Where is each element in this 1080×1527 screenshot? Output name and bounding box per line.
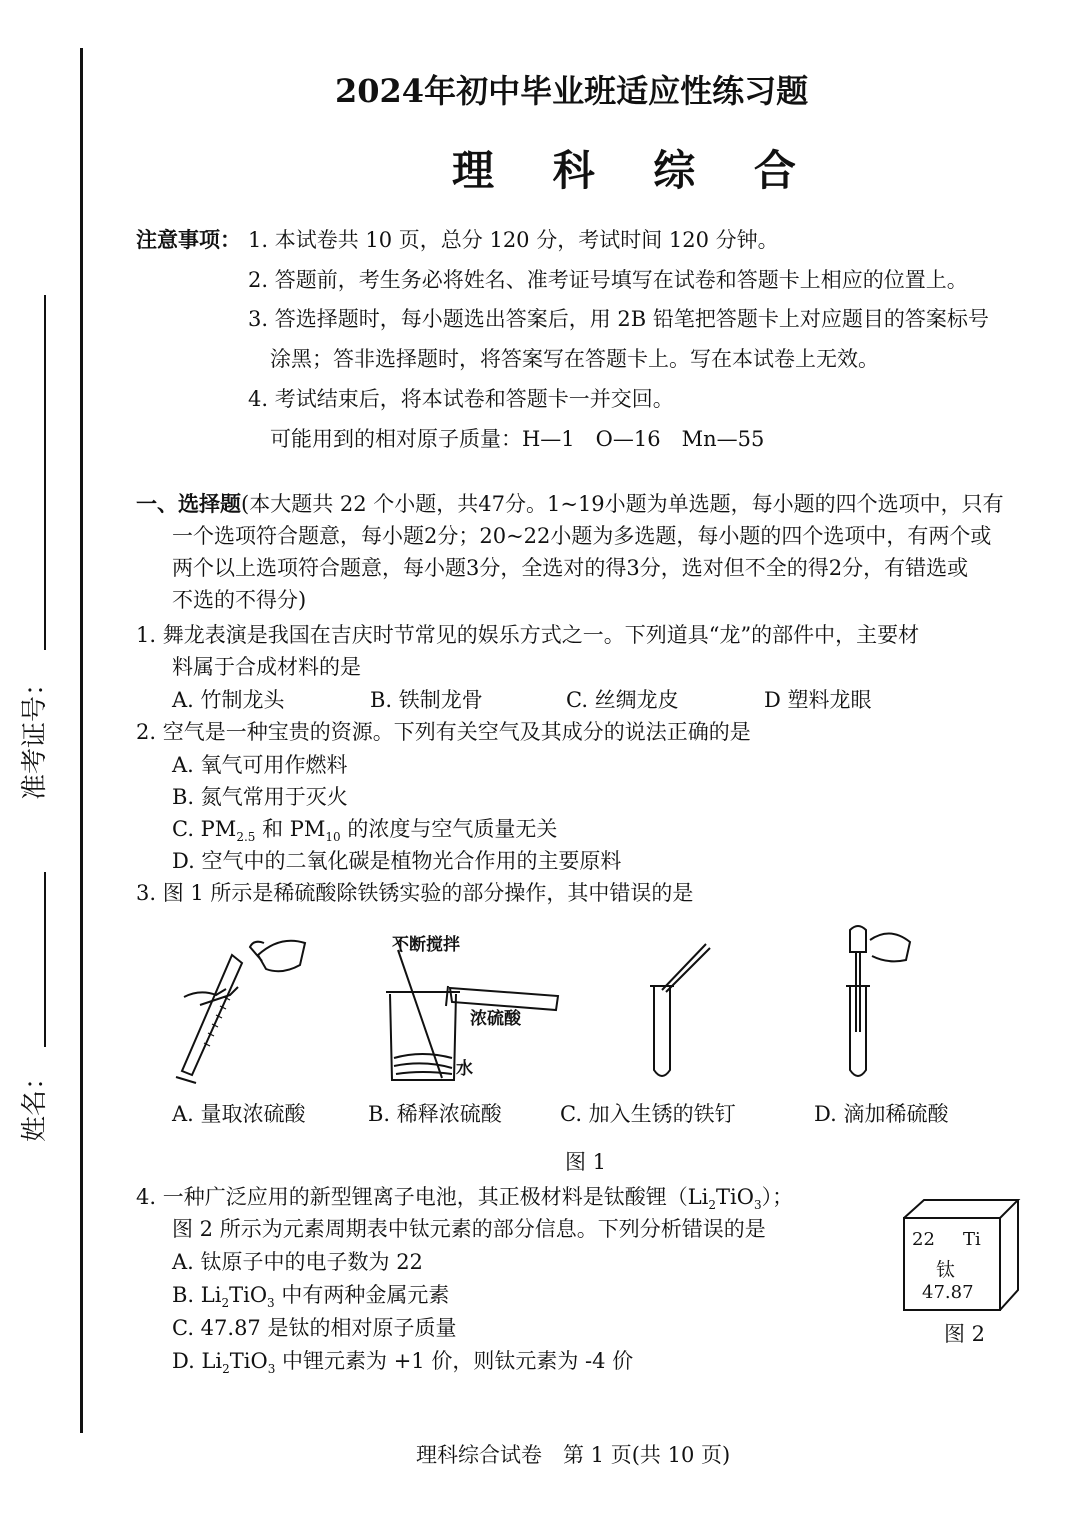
q4-d-pre: D. Li [172,1349,223,1373]
q3-option-c: C. 加入生锈的铁钉 [560,1102,736,1126]
label-water: 水 [456,1059,473,1079]
element-mass: 47.87 [922,1282,974,1303]
q4-option-b [172,1279,449,1310]
q1-option-d: D 塑料龙眼 [764,688,872,712]
q4-d-post: 中锂元素为 +1 价，则钛元素为 -4 价 [275,1349,634,1373]
q4-b-pre: B. Li [172,1283,222,1307]
q2-option-b: B. 氮气常用于灭火 [172,785,348,809]
q1-option-c: C. 丝绸龙皮 [566,688,679,712]
q1-stem: 1. 舞龙表演是我国在吉庆时节常见的娱乐方式之一。下列道具“龙”的部件中，主要材 [136,623,920,647]
q2-c-post: 的浓度与空气质量无关 [340,817,558,841]
q2-c-mid: 和 PM [255,817,326,841]
figure-a-cylinder [170,925,320,1090]
section-desc-3: 两个以上选项符合题意，每小题3分，全选对的得3分，选对但不全的得2分，有错选或 [172,556,969,580]
q4-b-post: 中有两种金属元素 [274,1283,450,1307]
figure-c-test-tube [640,930,730,1085]
section-label: 一、选择题 [136,491,241,516]
exam-id-underline [44,295,46,650]
q2-option-d: D. 空气中的二氧化碳是植物光合作用的主要原料 [172,849,622,873]
element-symbol: Ti [963,1229,981,1250]
section-desc-1: (本大题共 22 个小题，共47分。1~19小题为单选题，每小题的四个选项中，只有 [241,492,1004,516]
label-stir: 不断搅拌 [392,935,460,955]
q4-b-sub2: 3 [267,1296,275,1311]
margin-line [80,48,83,1433]
q4-stem-sub2: 3 [753,1198,762,1213]
notice-item-3-cont: 涂黑；答非选择题时，将答案写在答题卡上。写在本试卷上无效。 [270,347,879,371]
q4-d-sub1: 2 [222,1362,230,1377]
q4-stem-mid: TiO [716,1185,754,1209]
notice-item-2: 2. 答题前，考生务必将姓名、准考证号填写在试卷和答题卡上相应的位置上。 [248,268,968,292]
page-title: 2024年初中毕业班适应性练习题 [335,72,809,110]
q4-b-sub1: 2 [221,1296,230,1311]
section-desc-2: 一个选项符合题意，每小题2分；20~22小题为多选题，每小题的四个选项中，有两个或 [172,524,992,548]
notice-item-4: 4. 考试结束后，将本试卷和答题卡一并交回。 [248,387,674,411]
page-footer: 理科综合试卷 第 1 页(共 10 页) [416,1443,731,1467]
q3-stem: 3. 图 1 所示是稀硫酸除铁锈实验的部分操作，其中错误的是 [136,881,694,905]
q2-c-pre: C. PM [172,817,237,841]
q4-stem-pre: 4. 一种广泛应用的新型锂离子电池，其正极材料是钛酸锂（Li [136,1185,709,1209]
q4-option-d [172,1345,633,1376]
q4-stem [136,1181,793,1212]
q3-option-b: B. 稀释浓硫酸 [368,1102,502,1126]
figure-d-dropper [830,920,930,1085]
label-conc-acid: 浓硫酸 [470,1009,521,1029]
q2-option-a: A. 氧气可用作燃料 [172,753,348,777]
q4-b-mid: TiO [229,1283,268,1307]
figure-2-caption: 图 2 [944,1322,986,1346]
q4-stem-post: ）； [761,1185,794,1209]
element-number: 22 [912,1229,935,1250]
q1-stem-cont: 料属于合成材料的是 [172,655,361,679]
exam-id-label: 准考证号： [20,669,50,800]
q4-d-mid: TiO [229,1349,268,1373]
section-desc-4: 不选的不得分) [172,588,307,612]
name-label: 姓名： [20,1063,50,1142]
q2-c-sub1: 2.5 [236,830,256,845]
q3-option-a: A. 量取浓硫酸 [172,1102,306,1126]
element-name: 钛 [936,1259,956,1281]
q4-d-sub2: 3 [267,1362,276,1377]
figure-1-caption: 图 1 [565,1150,607,1174]
q2-stem: 2. 空气是一种宝贵的资源。下列有关空气及其成分的说法正确的是 [136,720,751,744]
notice-label: 注意事项： [136,227,241,252]
q4-stem-cont: 图 2 所示为元素周期表中钛元素的部分信息。下列分析错误的是 [172,1217,766,1241]
atomic-mass-line: 可能用到的相对原子质量：H—1 O—16 Mn—55 [270,427,765,451]
q3-option-d: D. 滴加稀硫酸 [814,1102,949,1126]
q1-option-a: A. 竹制龙头 [172,688,285,712]
section-heading [136,488,1004,518]
q4-option-a: A. 钛原子中的电子数为 22 [172,1250,423,1274]
q2-c-sub2: 10 [325,830,341,845]
q4-option-c: C. 47.87 是钛的相对原子质量 [172,1316,457,1340]
notice-item-3: 3. 答选择题时，每小题选出答案后，用 2B 铅笔把答题卡上对应题目的答案标号 [248,307,989,331]
notice-item-1: 1. 本试卷共 10 页，总分 120 分，考试时间 120 分钟。 [248,228,779,252]
q4-stem-sub1: 2 [708,1198,717,1213]
q1-option-b: B. 铁制龙骨 [370,688,483,712]
name-underline [44,872,46,1047]
subject-title: 理 科 综 合 [452,146,818,195]
q2-option-c [172,813,557,844]
